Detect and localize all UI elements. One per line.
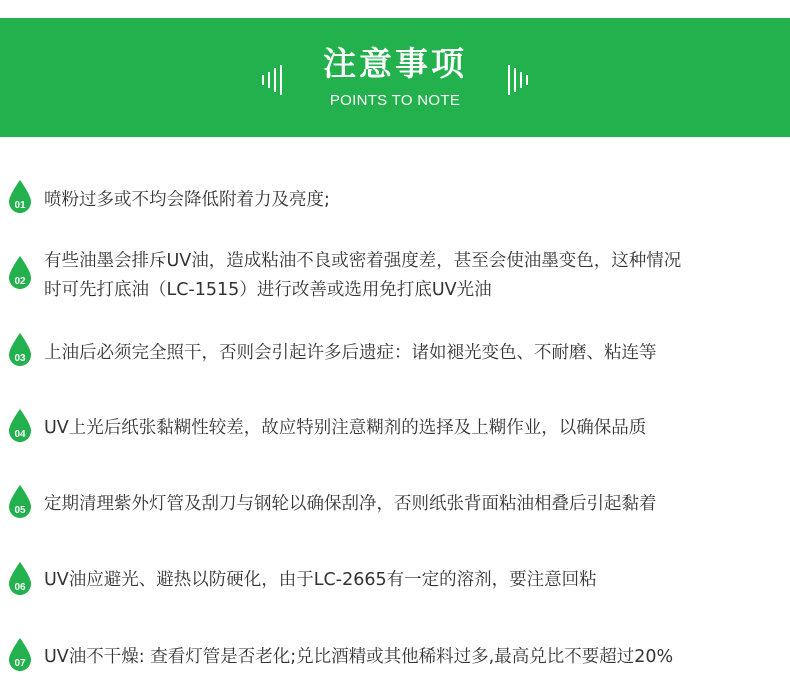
page-subtitle: POINTS TO NOTE bbox=[329, 92, 461, 109]
note-number: 02 bbox=[14, 276, 26, 287]
water-drop-icon bbox=[8, 180, 32, 213]
water-drop-icon bbox=[8, 485, 32, 518]
note-text: 喷粉过多或不均会降低附着力及亮度; bbox=[44, 190, 330, 210]
page-title: 注意事项 bbox=[323, 44, 467, 83]
water-drop-icon bbox=[8, 256, 32, 289]
note-number: 04 bbox=[14, 429, 26, 440]
water-drop-icon bbox=[8, 638, 32, 671]
note-text: 上油后必须完全照干，否则会引起许多后遗症：诸如褪光变色、不耐磨、粘连等 bbox=[44, 343, 657, 363]
note-number: 07 bbox=[14, 658, 26, 669]
water-drop-icon bbox=[8, 333, 32, 366]
water-drop-icon bbox=[8, 409, 32, 442]
note-text: 有些油墨会排斥UV油，造成粘油不良或密着强度差，甚至会使油墨变色，这种情况 时可先打底油（LC-1515）进行改善或选用免打底UV光油 bbox=[44, 251, 682, 300]
note-number: 06 bbox=[14, 582, 26, 593]
note-number: 03 bbox=[14, 353, 26, 364]
note-text: UV上光后纸张黏糊性较差，故应特别注意糊剂的选择及上糊作业，以确保品质 bbox=[44, 418, 647, 438]
note-number: 01 bbox=[14, 200, 26, 211]
header-banner bbox=[0, 18, 790, 137]
sound-bars-right-icon bbox=[506, 63, 536, 93]
note-text: 定期清理紫外灯管及刮刀与钢轮以确保刮净，否则纸张背面粘油相叠后引起黏着 bbox=[44, 494, 657, 514]
note-text: UV油应避光、避热以防硬化，由于LC-2665有一定的溶剂，要注意回粘 bbox=[44, 570, 597, 590]
note-text: UV油不干燥: 查看灯管是否老化;兑比酒精或其他稀料过多,最高兑比不要超过20% bbox=[44, 647, 674, 667]
note-number: 05 bbox=[14, 505, 26, 516]
water-drop-icon bbox=[8, 562, 32, 595]
